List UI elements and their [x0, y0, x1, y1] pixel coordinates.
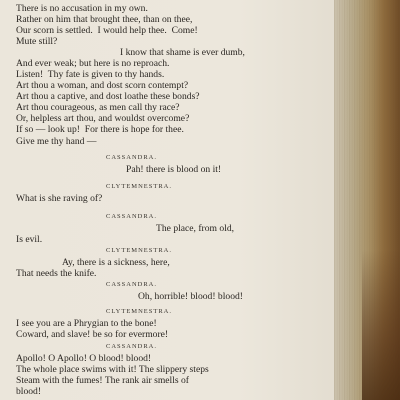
text-line: Our scorn is settled. I would help thee. Come!: [16, 25, 198, 37]
text-line: Art thou courageous, as men call thy race?: [16, 102, 180, 114]
dialogue-line: Pah! there is blood on it!: [126, 164, 222, 176]
dialogue-line: The whole place swims with it! The slippery steps: [16, 363, 209, 375]
dialogue-line: Steam with the fumes! The rank air smells of: [16, 375, 190, 386]
text-line: Art thou a woman, and dost scorn contempt?: [16, 80, 189, 92]
page-edge-stain: [362, 250, 400, 400]
dialogue-line: The place, from old,: [156, 222, 235, 234]
speaker-label: CASSANDRA.: [106, 154, 157, 162]
dialogue-line: Apollo! O Apollo! O blood! blood!: [16, 352, 152, 364]
text-line: There is no accusation in my own.: [16, 3, 148, 14]
dialogue-line: Is evil.: [16, 234, 43, 245]
speaker-label: CLYTEMNESTRA.: [106, 183, 172, 190]
text-line: Listen! Thy fate is given to thy hands.: [16, 69, 165, 81]
text-line: I know that shame is ever dumb,: [120, 47, 245, 59]
text-line: Art thou a captive, and dost loathe these bonds?: [16, 91, 200, 103]
speaker-label: CLYTEMNESTRA.: [106, 307, 172, 315]
dialogue-line: What is she raving of?: [16, 193, 103, 205]
speaker-label: CASSANDRA.: [106, 280, 157, 288]
text-line: Mute still?: [16, 36, 58, 48]
text-line: Rather on him that brought thee, than on thee,: [16, 14, 193, 25]
dialogue-line: Coward, and slave! be so for evermore!: [16, 329, 169, 341]
speaker-label: CASSANDRA.: [106, 212, 157, 220]
dialogue-line: Oh, horrible! blood! blood!: [138, 290, 243, 302]
dialogue-line: I see you are a Phrygian to the bone!: [16, 318, 157, 330]
text-line: And ever weak; but here is no reproach.: [16, 58, 170, 70]
speaker-label: CLYTEMNESTRA.: [106, 246, 172, 254]
text-line: Or, helpless art thou, and wouldst overcome?: [16, 113, 190, 125]
text-line: If so — look up! For there is hope for thee.: [16, 124, 184, 136]
dialogue-line: That needs the knife.: [16, 268, 97, 279]
dialogue-line: blood!: [16, 386, 42, 397]
dialogue-line: Ay, there is a sickness, here,: [62, 256, 170, 268]
text-line: Give me thy hand —: [16, 135, 97, 147]
speaker-label: CASSANDRA.: [106, 342, 157, 350]
